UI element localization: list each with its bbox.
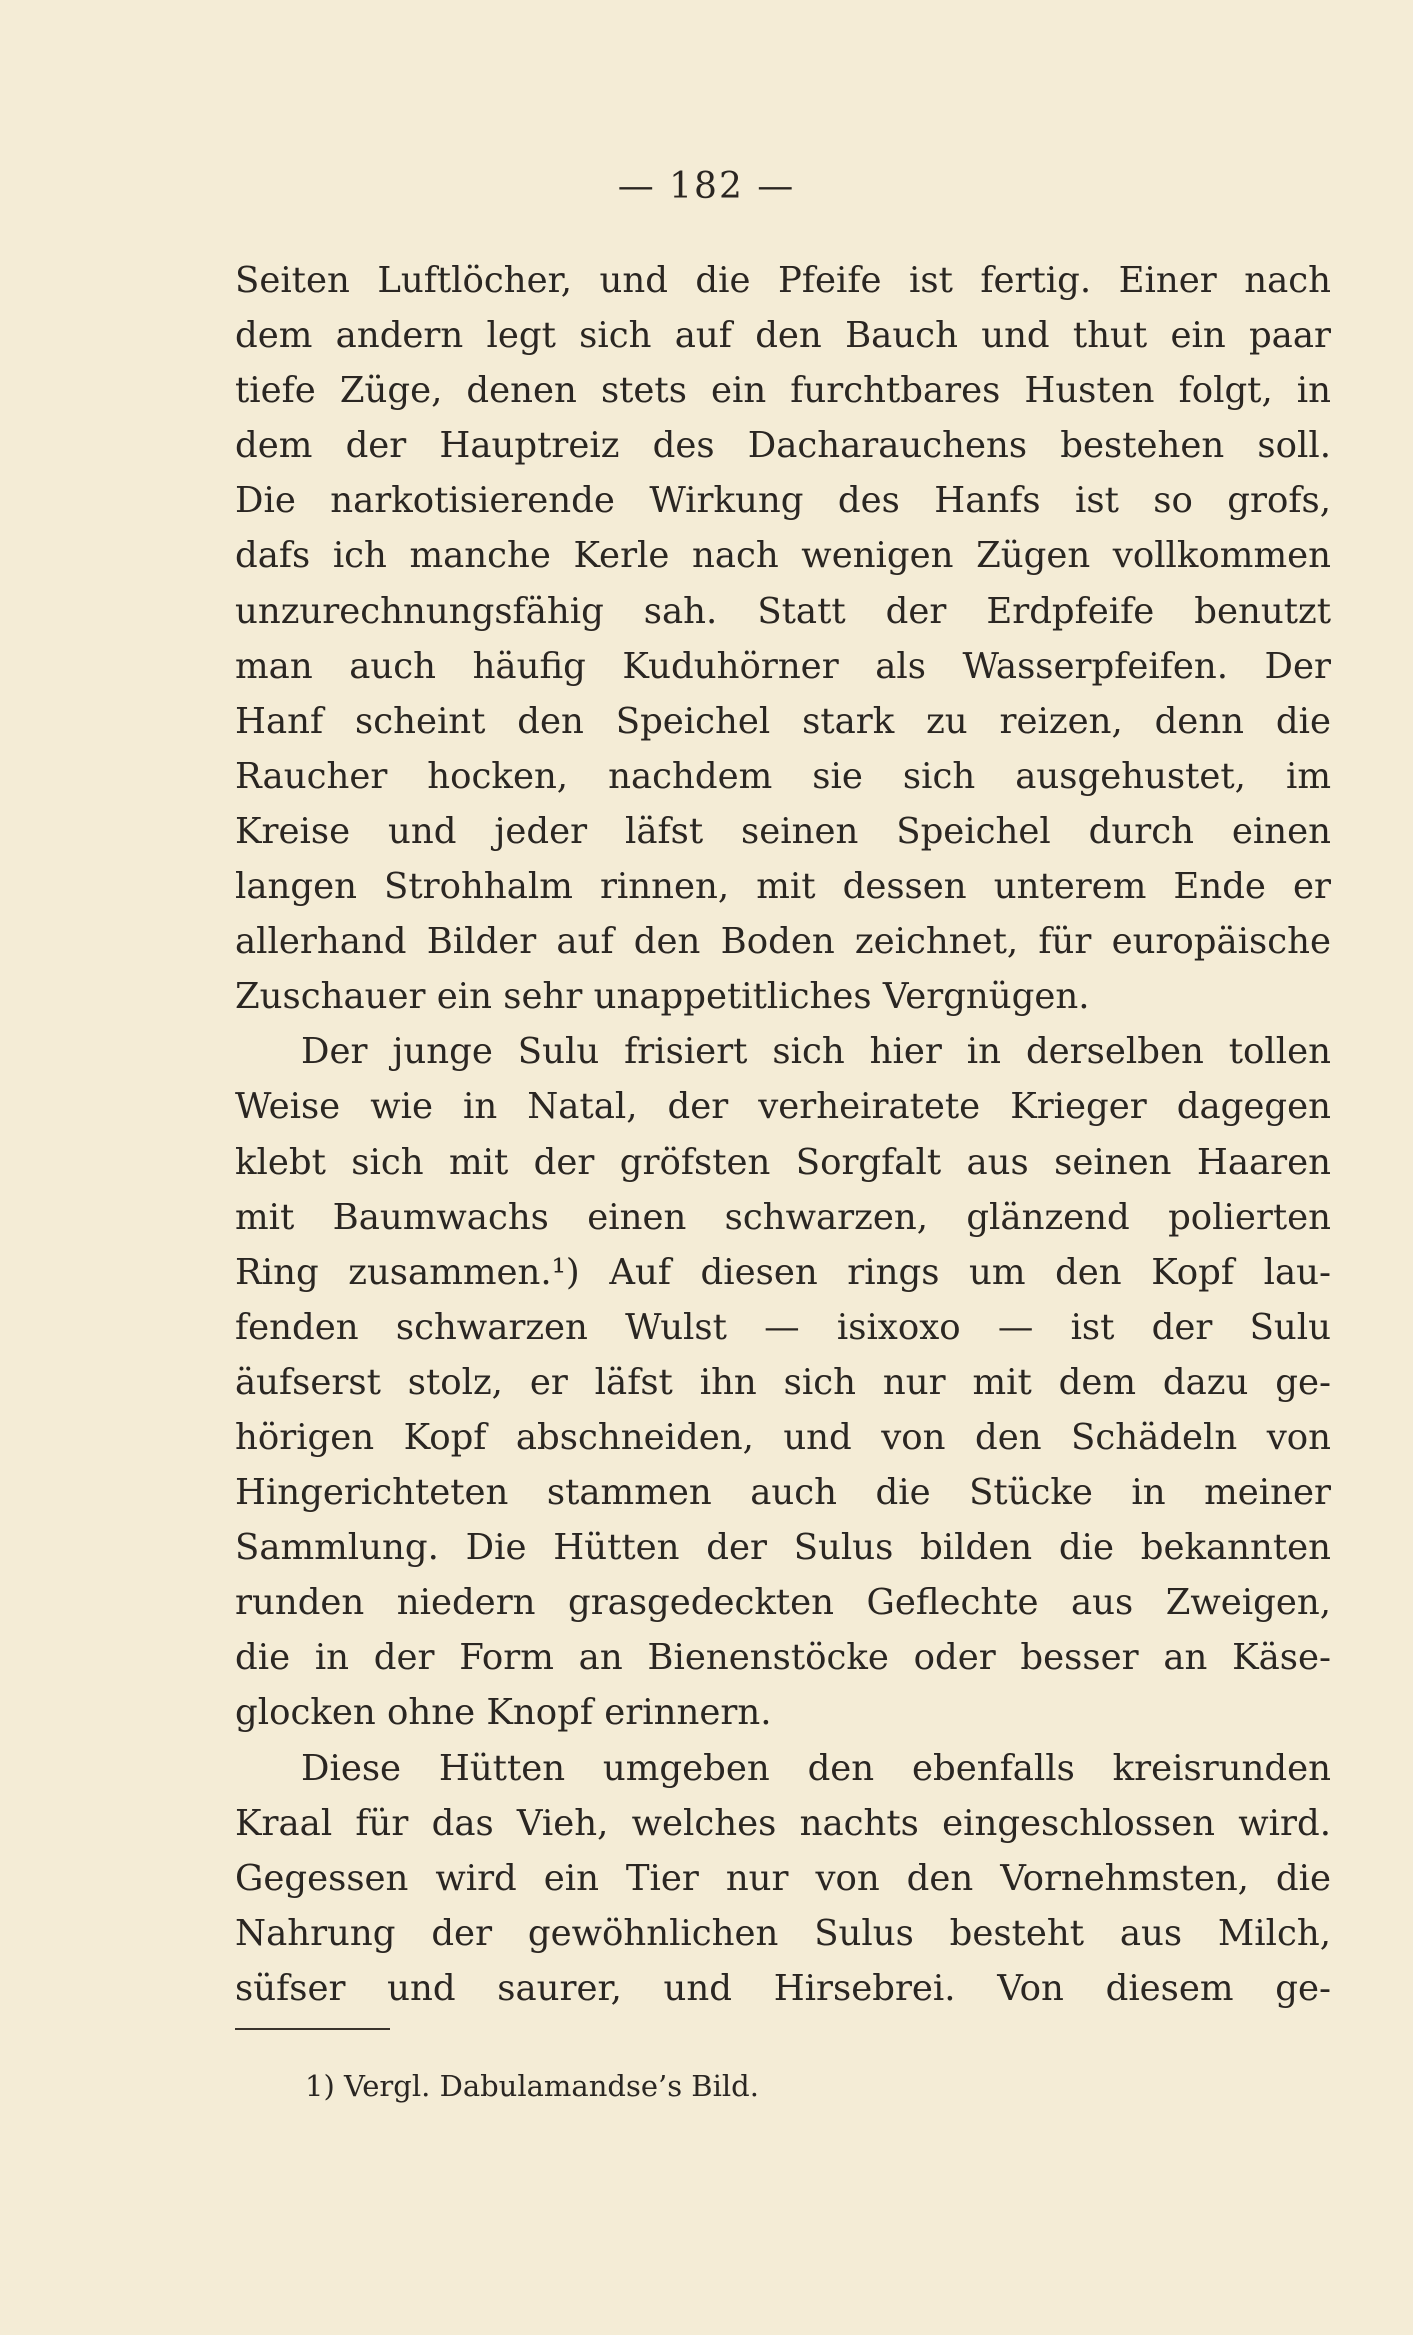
- text-line: dem der Hauptreiz des Dacharauchens bestehen soll.: [235, 425, 1331, 467]
- text-line: Ring zusammen.¹) Auf diesen rings um den Kopf lau-: [235, 1251, 1331, 1293]
- footnote: 1) Vergl. Dabulamandse’s Bild.: [305, 2069, 759, 2103]
- text-line: Diese Hütten umgeben den ebenfalls kreisrunden: [301, 1747, 1331, 1789]
- text-line: Kreise und jeder läfst seinen Speichel durch einen: [235, 810, 1331, 852]
- text-line: langen Strohhalm rinnen, mit dessen unterem Ende er: [235, 866, 1331, 908]
- text-line: äufserst stolz, er läfst ihn sich nur mit dem dazu ge-: [235, 1361, 1331, 1403]
- text-line: Sammlung. Die Hütten der Sulus bilden die bekannten: [235, 1527, 1331, 1569]
- text-line: Zuschauer ein sehr unappetitliches Vergnügen.: [235, 976, 1090, 1018]
- text-line: Hanf scheint den Speichel stark zu reizen, denn die: [235, 700, 1331, 742]
- text-line: man auch häufig Kuduhörner als Wasserpfeifen. Der: [235, 645, 1331, 687]
- text-line: Kraal für das Vieh, welches nachts eingeschlossen wird.: [235, 1802, 1331, 1844]
- text-line: Raucher hocken, nachdem sie sich ausgehustet, im: [235, 755, 1331, 797]
- text-line: die in der Form an Bienenstöcke oder besser an Käse-: [235, 1637, 1331, 1679]
- text-line: süfser und saurer, und Hirsebrei. Von diesem ge-: [235, 1967, 1331, 2009]
- text-line: mit Baumwachs einen schwarzen, glänzend polierten: [235, 1196, 1331, 1238]
- text-line: dem andern legt sich auf den Bauch und thut ein paar: [235, 315, 1331, 357]
- text-line: tiefe Züge, denen stets ein furchtbares Husten folgt, in: [235, 370, 1331, 412]
- text-line: unzurechnungsfähig sah. Statt der Erdpfeife benutzt: [235, 590, 1331, 632]
- text-line: glocken ohne Knopf erinnern.: [235, 1692, 772, 1734]
- text-line: Hingerichteten stammen auch die Stücke in meiner: [235, 1472, 1331, 1514]
- text-line: fenden schwarzen Wulst — isixoxo — ist der Sulu: [235, 1306, 1331, 1348]
- page-number: — 182 —: [617, 166, 796, 207]
- text-line: Weise wie in Natal, der verheiratete Krieger dagegen: [235, 1086, 1331, 1128]
- text-line: Seiten Luftlöcher, und die Pfeife ist fertig. Einer nach: [235, 260, 1331, 301]
- text-line: Der junge Sulu frisiert sich hier in derselben tollen: [301, 1031, 1331, 1073]
- text-line: runden niedern grasgedeckten Geflechte aus Zweigen,: [235, 1582, 1331, 1624]
- footnote-rule: [235, 2028, 390, 2030]
- text-line: Gegessen wird ein Tier nur von den Vornehmsten, die: [235, 1857, 1331, 1899]
- text-line: Die narkotisierende Wirkung des Hanfs ist so grofs,: [235, 480, 1331, 522]
- text-line: allerhand Bilder auf den Boden zeichnet, für europäische: [235, 921, 1331, 963]
- text-line: dafs ich manche Kerle nach wenigen Zügen vollkommen: [235, 535, 1331, 577]
- text-line: Nahrung der gewöhnlichen Sulus besteht aus Milch,: [235, 1912, 1331, 1954]
- text-line: klebt sich mit der gröfsten Sorgfalt aus seinen Haaren: [235, 1141, 1331, 1183]
- body-text: [235, 253, 1331, 2016]
- text-line: hörigen Kopf abschneiden, und von den Schädeln von: [235, 1416, 1331, 1458]
